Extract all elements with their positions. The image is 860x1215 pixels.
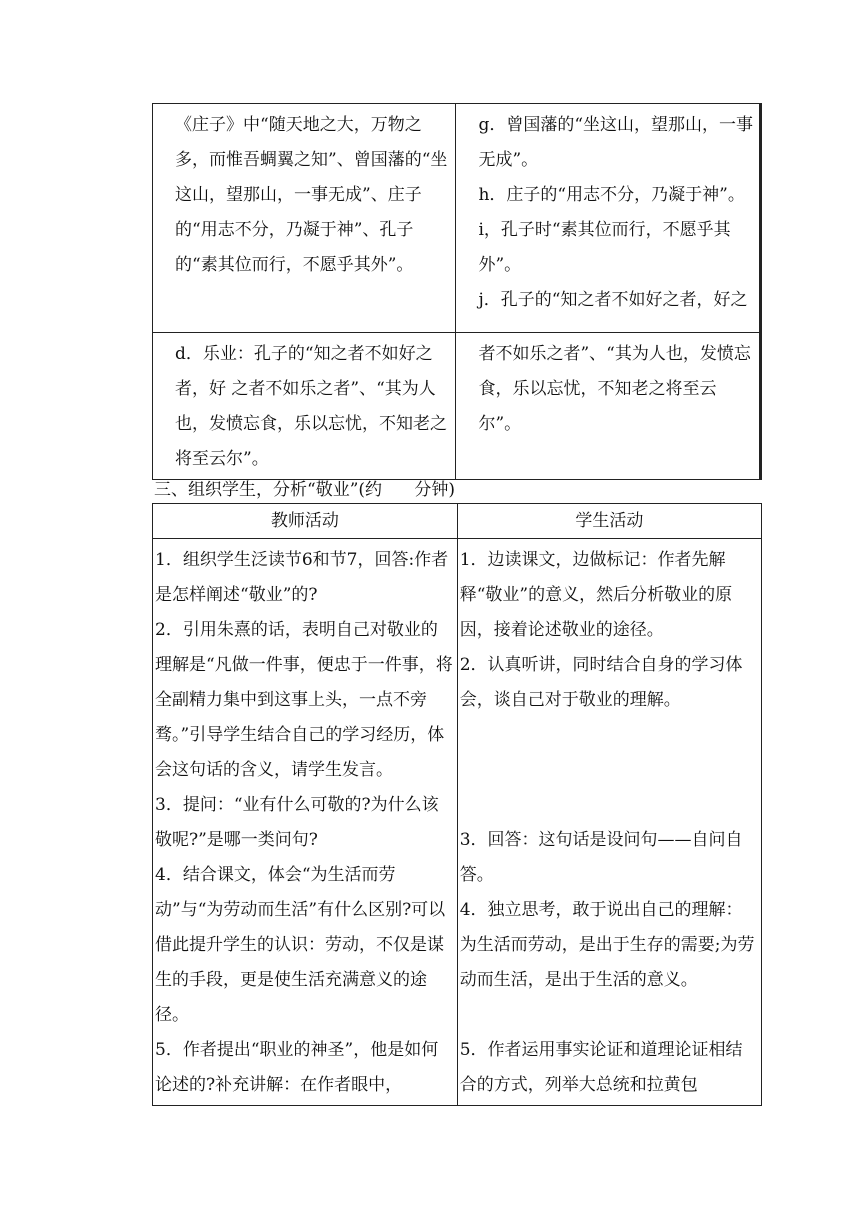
student-item: 4．独立思考，敢于说出自己的理解：为生活而劳动，是出于生存的需要;为劳动而生活，是出于生活的意义。 bbox=[459, 900, 755, 990]
student-item: 2．认真听讲，同时结合自身的学习体会，谈自己对于敬业的理解。 bbox=[459, 655, 743, 710]
table-row bbox=[153, 333, 761, 480]
table-row bbox=[153, 104, 761, 333]
teacher-item: 1．组织学生泛读节6和节7，回答:作者是怎样阐述“敬业”的? bbox=[155, 550, 449, 605]
student-item: 5．作者运用事实论证和道理论证相结合的方式，列举大总统和拉黄包 bbox=[459, 1040, 743, 1095]
table-header-row bbox=[153, 504, 762, 539]
student-item: 1．边读课文，边做标记：作者先解释“敬业”的意义，然后分析敬业的原因，接着论述敬业的途径。 bbox=[459, 550, 733, 640]
teacher-item: 2．引用朱熹的话，表明自己对敬业的理解是“凡做一件事，便忠于一件事，将全副精力集中到这事上头，一点不旁骛。”引导学生结合自己的学习经历，体会这句话的含义，请学生发言。 bbox=[155, 620, 453, 780]
spacer bbox=[460, 718, 759, 823]
student-item: 3．回答：这句话是设问句——自问自答。 bbox=[459, 830, 743, 885]
section-heading: 三、组织学生，分析“敬业”(约 分钟) bbox=[154, 480, 456, 500]
teacher-item: 3．提问：“业有什么可敬的?为什么该敬呢?”是哪一类问句? bbox=[155, 795, 439, 850]
paragraph: g．曾国藩的“坐这山，望那山，一事无成”。 bbox=[478, 115, 754, 170]
table-cell-quotes-left bbox=[153, 104, 456, 333]
paragraph: h．庄子的“用志不分，乃凝于神”。 bbox=[478, 185, 745, 205]
student-activities-cell bbox=[457, 539, 761, 1106]
teacher-item: 4．结合课文，体会“为生活而劳动”与“为劳动而生活”有什么区别?可以借此提升学生的认识：劳动，不仅是谋生的手段，更是使生活充满意义的途径。 bbox=[155, 865, 446, 1025]
header-teacher: 教师活动 bbox=[153, 504, 458, 539]
paragraph: i，孔子时“素其位而行，不愿乎其外”。 bbox=[478, 220, 731, 275]
spacer bbox=[460, 998, 759, 1033]
teacher-activities-cell bbox=[153, 539, 458, 1106]
table-row bbox=[153, 539, 762, 1106]
table-cell-leye-right bbox=[456, 333, 761, 480]
table-cell-quotes-right bbox=[456, 104, 761, 333]
table-quotes bbox=[152, 103, 762, 480]
paragraph: 《庄子》中“随天地之大，万物之多，而惟吾蜩翼之知”、曾国藩的“坐这山，望那山，一事无成”、庄子的“用志不分，乃凝于神”、孔子的“素其位而行，不愿乎其外”。 bbox=[175, 115, 448, 275]
paragraph: j．孔子的“知之者不如好之者，好之 bbox=[478, 290, 748, 310]
teacher-item: 5．作者提出“职业的神圣”，他是如何论述的?补充讲解：在作者眼中， bbox=[155, 1040, 439, 1095]
paragraph: 者不如乐之者”、“其为人也，发愤忘食，乐以忘忧，不知老之将至云尔”。 bbox=[478, 344, 751, 434]
header-student: 学生活动 bbox=[457, 504, 761, 539]
table-cell-leye-left bbox=[153, 333, 456, 480]
table-activities bbox=[152, 503, 762, 1106]
paragraph: d．乐业：孔子的“知之者不如好之者，好 之者不如乐之者”、“其为人也，发愤忘食，乐以忘忧，不知老之将至云尔”。 bbox=[175, 344, 447, 469]
